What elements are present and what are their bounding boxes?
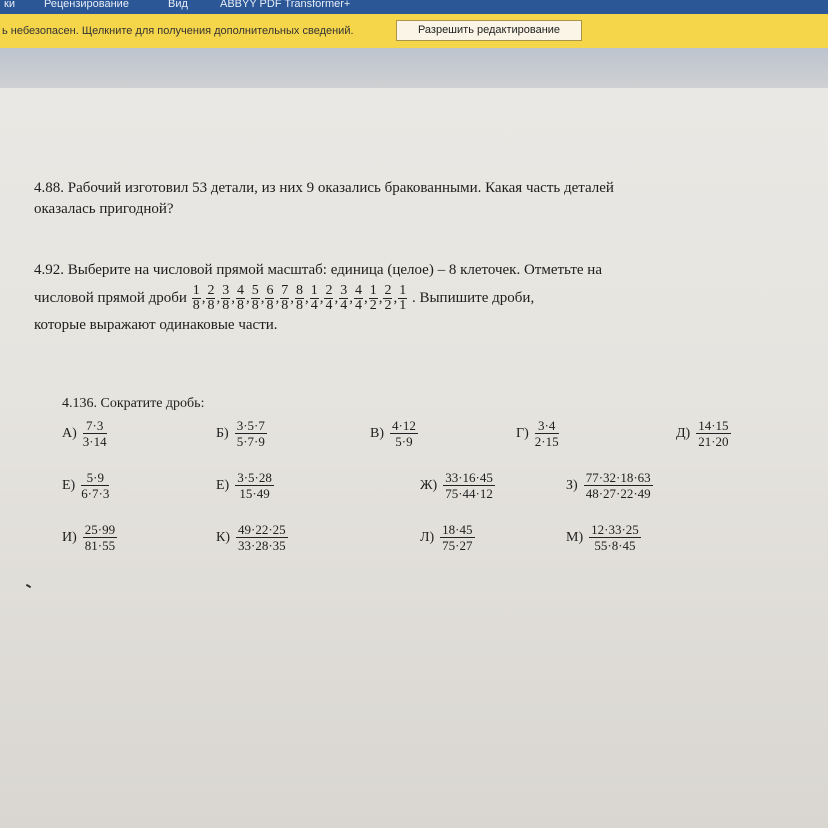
denominator: 75·27 <box>442 538 473 553</box>
numerator: 4 <box>354 283 362 298</box>
denominator: 75·44·12 <box>445 486 493 501</box>
reduce-fraction-item <box>566 470 653 501</box>
fraction <box>265 284 274 313</box>
denominator: 8 <box>266 298 274 313</box>
denominator: 3·14 <box>82 434 107 449</box>
item-fraction <box>443 470 495 501</box>
fraction <box>221 284 230 313</box>
fraction <box>251 284 260 313</box>
reduce-fraction-item <box>420 470 495 501</box>
item-fraction <box>83 522 117 553</box>
comma: , <box>231 289 235 306</box>
fraction <box>339 284 348 313</box>
problem-4-88-line1: 4.88. Рабочий изготовил 53 детали, из них 9 оказались бракованными. Какая часть деталей <box>34 180 614 196</box>
problem-4-88-line2: оказалась пригодной? <box>34 201 174 217</box>
item-fraction <box>83 418 107 449</box>
denominator: 8 <box>236 298 244 313</box>
denominator: 48·27·22·49 <box>585 486 651 501</box>
numerator: 25·99 <box>84 522 116 537</box>
reduce-fraction-item <box>370 418 418 449</box>
problem-4-92-line1: 4.92. Выберите на числовой прямой масштаб: единица (целое) – 8 клеточек. Отметьте на <box>34 262 602 278</box>
comma: , <box>201 289 206 306</box>
denominator: 8 <box>222 298 230 313</box>
fraction <box>324 284 333 313</box>
problem-4-92-line3: которые выражают одинаковые части. <box>34 317 278 333</box>
denominator: 5·7·9 <box>236 434 265 449</box>
denominator: 5·9 <box>395 434 413 449</box>
comma: , <box>275 289 280 306</box>
comma: , <box>363 289 368 306</box>
item-label: М) <box>566 529 584 545</box>
numerator: 14·15 <box>698 418 729 433</box>
denominator: 8 <box>281 298 289 313</box>
item-label: З) <box>566 477 578 493</box>
problem-4-136-title: 4.136. Сократите дробь: <box>62 396 205 411</box>
reduce-fraction-item <box>566 522 641 553</box>
denominator: 8 <box>295 298 303 313</box>
numerator: 2 <box>325 283 333 298</box>
numerator: 2 <box>384 283 392 298</box>
numerator: 4·12 <box>392 418 416 433</box>
numerator: 18·45 <box>442 522 473 537</box>
denominator: 6·7·3 <box>81 486 110 501</box>
ribbon-tabs <box>0 0 828 14</box>
numerator: 1 <box>192 283 200 298</box>
item-label: Е) <box>216 477 230 493</box>
denominator: 21·20 <box>698 434 729 449</box>
denominator: 8 <box>251 298 259 313</box>
comma: , <box>349 289 353 306</box>
problem-4-92-line2 <box>34 284 602 313</box>
reduce-fraction-item <box>62 522 117 553</box>
numerator: 1 <box>310 283 318 298</box>
comma: , <box>290 289 294 306</box>
denominator: 4 <box>325 298 333 313</box>
numerator: 3·5·28 <box>237 470 272 485</box>
numerator: 6 <box>266 283 274 298</box>
denominator: 8 <box>192 298 200 313</box>
item-fraction <box>235 470 274 501</box>
item-fraction <box>440 522 474 553</box>
fraction <box>398 284 407 313</box>
document-background <box>0 48 828 88</box>
denominator: 15·49 <box>239 486 270 501</box>
protected-view-bar <box>0 14 828 48</box>
item-label: К) <box>216 529 230 545</box>
comma: , <box>304 289 309 306</box>
numerator: 5·9 <box>81 470 109 486</box>
numerator: 49·22·25 <box>238 522 286 537</box>
comma: , <box>378 289 383 306</box>
denominator: 4 <box>354 298 362 313</box>
ribbon-tab-abbyy[interactable]: ABBYY PDF Transformer+ <box>220 0 351 10</box>
protected-view-message[interactable]: ь небезопасен. Щелкните для получения дополнительных сведений. <box>2 25 354 37</box>
denominator: 8 <box>207 298 215 313</box>
item-fraction <box>696 418 730 449</box>
enable-editing-button[interactable]: Разрешить редактирование <box>396 20 582 41</box>
fraction <box>236 284 245 313</box>
numerator: 1 <box>399 283 407 298</box>
item-label: Д) <box>676 425 691 441</box>
fraction <box>310 284 319 313</box>
denominator: 2 <box>384 298 392 313</box>
ribbon-tab-review[interactable]: Рецензирование <box>44 0 129 10</box>
comma: , <box>260 289 265 306</box>
item-label: Ж) <box>420 477 438 493</box>
problem-4-92-prefix: числовой прямой дроби <box>34 289 187 306</box>
item-label: Б) <box>216 425 229 441</box>
numerator: 8 <box>295 283 303 298</box>
ribbon-tab-view[interactable]: Вид <box>168 0 188 10</box>
reduce-fraction-item <box>62 418 107 449</box>
reduce-fraction-item <box>216 470 274 501</box>
comma: , <box>245 289 250 306</box>
numerator: 33·16·45 <box>445 470 493 485</box>
reduce-fraction-item <box>216 522 288 553</box>
item-label: Г) <box>516 425 529 441</box>
reduce-fraction-item <box>62 470 109 501</box>
reduce-fraction-item <box>420 522 475 553</box>
numerator: 2 <box>207 283 215 298</box>
item-label: А) <box>62 425 77 441</box>
denominator: 2 <box>369 298 377 313</box>
reduce-fraction-item <box>516 418 559 449</box>
fraction <box>369 284 378 313</box>
fraction <box>295 284 304 313</box>
comma: , <box>216 289 221 306</box>
numerator: 7·3 <box>83 418 107 434</box>
denominator: 1 <box>399 298 407 313</box>
reduce-fraction-item <box>216 418 267 449</box>
denominator: 4 <box>310 298 318 313</box>
item-label: Е) <box>62 477 76 493</box>
denominator: 55·8·45 <box>594 538 636 553</box>
item-fraction <box>235 418 267 449</box>
numerator: 3 <box>340 283 348 298</box>
item-fraction <box>535 418 559 449</box>
denominator: 4 <box>340 298 348 313</box>
item-label: Л) <box>420 529 435 545</box>
numerator: 77·32·18·63 <box>585 470 651 485</box>
denominator: 33·28·35 <box>238 538 286 553</box>
fraction <box>280 284 289 313</box>
item-fraction <box>236 522 288 553</box>
numerator: 3·4 <box>535 418 559 434</box>
denominator: 81·55 <box>84 538 116 553</box>
numerator: 5 <box>251 283 259 298</box>
numerator: 3·5·7 <box>236 418 265 433</box>
denominator: 2·15 <box>534 434 559 449</box>
fraction <box>354 284 363 313</box>
comma: , <box>393 289 398 306</box>
problem-4-92-suffix: . Выпишите дроби, <box>411 289 535 306</box>
item-label: В) <box>370 425 384 441</box>
comma: , <box>334 289 339 306</box>
item-fraction <box>81 470 109 501</box>
fraction <box>383 284 392 313</box>
item-fraction <box>584 470 653 501</box>
problem-4-88 <box>34 178 614 220</box>
problem-4-92 <box>34 260 602 336</box>
ribbon-tab-links[interactable]: ки <box>4 0 15 10</box>
numerator: 4 <box>236 283 244 298</box>
comma: , <box>319 289 324 306</box>
item-fraction <box>390 418 418 449</box>
numerator: 1 <box>369 283 377 298</box>
fraction-list <box>191 283 409 313</box>
numerator: 12·33·25 <box>591 522 639 537</box>
item-label: И) <box>62 529 77 545</box>
item-fraction <box>589 522 641 553</box>
numerator: 3 <box>222 283 230 298</box>
numerator: 7 <box>281 283 289 298</box>
reduce-fraction-item <box>676 418 731 449</box>
fraction <box>192 284 201 313</box>
fraction <box>206 284 215 313</box>
